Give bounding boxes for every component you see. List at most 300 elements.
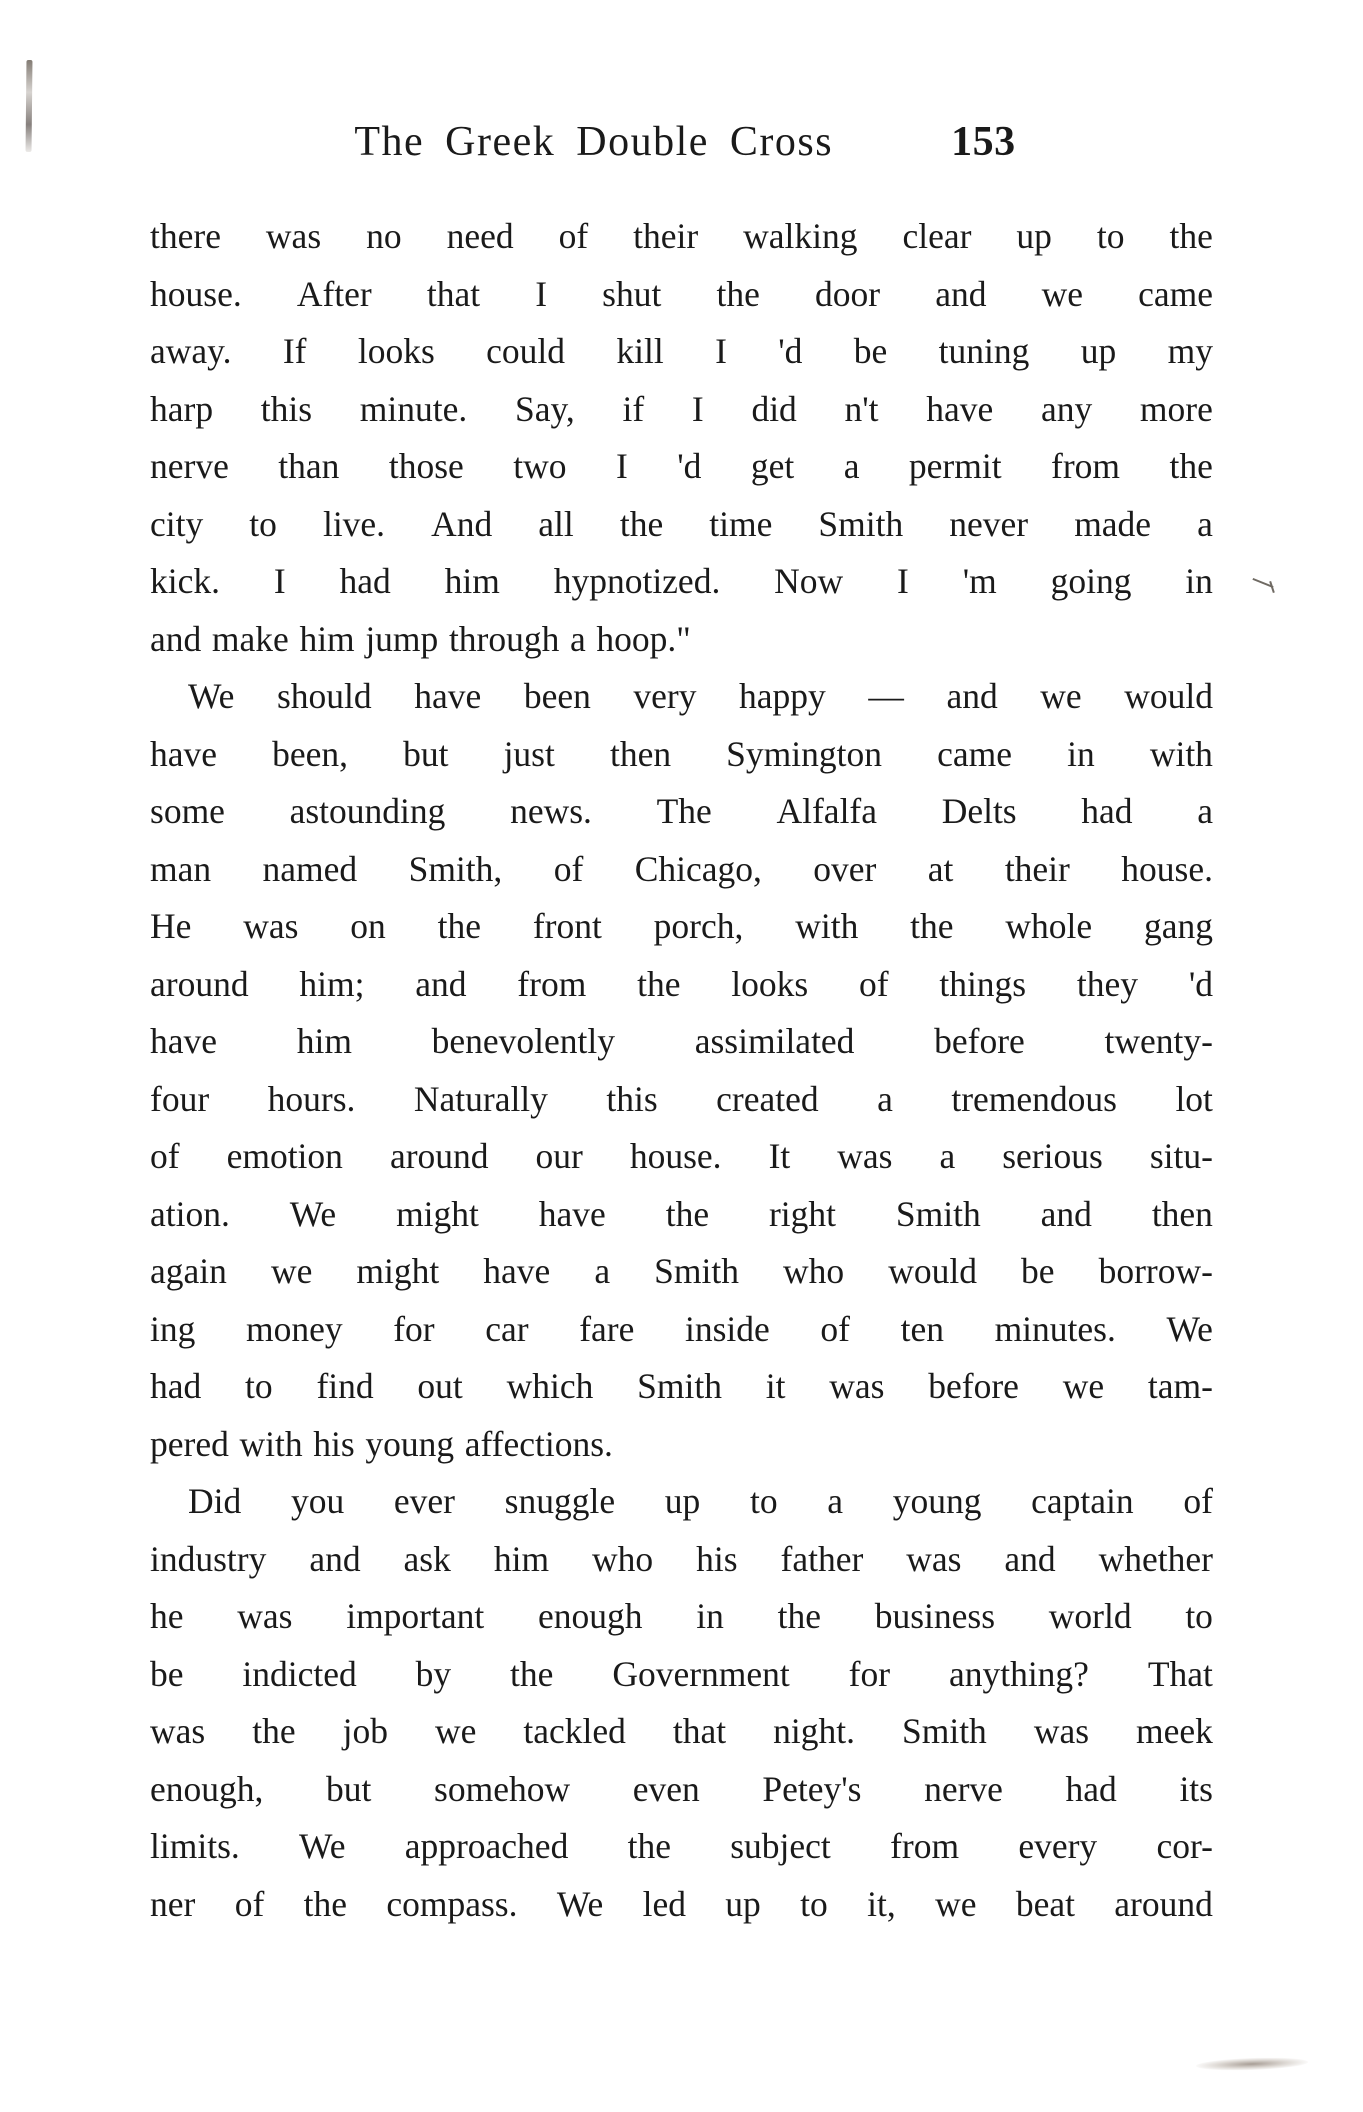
word: Alfalfa — [776, 791, 878, 831]
word: the — [510, 1653, 554, 1694]
word: Smith — [895, 1193, 981, 1234]
word: could — [486, 331, 566, 371]
word: house. — [150, 273, 242, 314]
word: a — [570, 618, 586, 659]
word: limits. — [150, 1826, 240, 1866]
word: father — [780, 1538, 864, 1579]
page-body-text — [150, 208, 1213, 1933]
word: and — [1040, 1193, 1092, 1234]
word: and — [309, 1538, 361, 1579]
word: from — [1051, 446, 1121, 486]
word: walking — [743, 216, 858, 256]
word: the — [716, 273, 760, 314]
word: never — [949, 503, 1029, 544]
word: the — [1169, 216, 1213, 256]
word: time — [709, 503, 773, 544]
word: of — [558, 216, 589, 256]
text-line — [150, 553, 1213, 611]
word: his — [696, 1538, 738, 1579]
word: made — [1074, 503, 1152, 544]
word: of — [1183, 1481, 1213, 1521]
running-head-title: The Greek Double Cross — [354, 119, 834, 165]
word: industry — [150, 1538, 267, 1579]
word: the — [303, 1883, 347, 1924]
paragraph — [150, 208, 1213, 668]
word: somehow — [434, 1768, 571, 1809]
word: Smith, — [408, 848, 503, 889]
word: over — [813, 848, 877, 889]
word: 'd — [778, 331, 803, 371]
word: man — [150, 848, 212, 889]
word: car — [485, 1308, 529, 1349]
word: would — [1124, 676, 1213, 716]
word: been, — [272, 733, 348, 774]
word: named — [262, 848, 358, 889]
word: going — [1050, 561, 1132, 601]
word: Did — [188, 1481, 242, 1521]
word: was — [906, 1538, 962, 1579]
word: front — [532, 906, 602, 946]
word: whether — [1098, 1538, 1213, 1579]
word: a — [1197, 503, 1213, 544]
word: him — [444, 561, 500, 601]
word: him — [299, 618, 355, 659]
word: just — [503, 733, 555, 774]
word: compass. — [386, 1883, 518, 1924]
word: we — [935, 1883, 977, 1924]
word: he — [150, 1596, 184, 1636]
word: we — [270, 1251, 313, 1291]
word: then — [1151, 1193, 1213, 1234]
word: the — [665, 1193, 710, 1234]
word: had — [1081, 791, 1133, 831]
word: right — [768, 1193, 837, 1234]
word: 'm — [962, 561, 997, 601]
word: very — [633, 676, 697, 716]
word: might — [396, 1193, 479, 1234]
word: enough — [537, 1596, 643, 1636]
word: minutes. — [994, 1308, 1116, 1349]
word: pered — [150, 1423, 229, 1464]
word: to — [749, 1481, 778, 1521]
word: Smith — [901, 1711, 987, 1751]
word: 'd — [1188, 963, 1213, 1004]
word: get — [750, 446, 795, 486]
word: was — [265, 216, 322, 256]
word: I — [715, 331, 727, 371]
word: I — [897, 561, 909, 601]
word: some — [150, 791, 225, 831]
word: up — [725, 1883, 761, 1924]
word: four — [150, 1078, 210, 1119]
word: harp — [150, 388, 214, 429]
word: meek — [1136, 1711, 1213, 1751]
word: whole — [1005, 906, 1093, 946]
word: had — [150, 1366, 202, 1406]
word: have — [150, 1021, 218, 1061]
word: more — [1139, 388, 1213, 429]
word: affections. — [464, 1423, 613, 1464]
word: business — [874, 1596, 996, 1636]
paragraph — [150, 668, 1213, 1473]
word: gang — [1143, 906, 1213, 946]
word: around — [150, 963, 249, 1004]
word: ever — [393, 1481, 455, 1521]
word: up — [664, 1481, 701, 1521]
text-line — [150, 1071, 1213, 1129]
word: to — [800, 1883, 828, 1924]
page-header — [150, 118, 1220, 166]
word: And — [431, 503, 493, 544]
word: a — [594, 1251, 611, 1291]
text-line — [150, 1186, 1213, 1244]
word: to — [1185, 1596, 1213, 1636]
word: live. — [322, 503, 386, 544]
word: I — [615, 446, 628, 486]
word: kick. — [150, 561, 220, 601]
word: the — [637, 963, 681, 1004]
word: the — [777, 1596, 821, 1636]
paragraph — [150, 1473, 1213, 1933]
word: at — [927, 848, 954, 889]
word: we — [1062, 1366, 1105, 1406]
word: have — [483, 1251, 551, 1291]
word: might — [356, 1251, 440, 1291]
word: situ- — [1149, 1136, 1213, 1176]
word: you — [290, 1481, 345, 1521]
word: We — [556, 1883, 604, 1924]
word: there — [150, 216, 221, 256]
word: Chicago, — [634, 848, 762, 889]
word: hoop." — [596, 618, 691, 659]
word: who — [592, 1538, 654, 1579]
word: my — [1167, 331, 1213, 371]
text-line — [150, 1588, 1213, 1646]
word: be — [150, 1653, 184, 1694]
word: a — [827, 1481, 844, 1521]
word: before — [934, 1021, 1025, 1061]
word: city — [150, 503, 204, 544]
text-line — [150, 1703, 1213, 1761]
word: beat — [1015, 1883, 1075, 1924]
word: their — [1004, 848, 1070, 889]
text-line — [150, 783, 1213, 841]
word: by — [415, 1653, 452, 1694]
word: If — [282, 331, 307, 371]
word: their — [633, 216, 699, 256]
word: looks — [731, 963, 809, 1004]
word: a — [939, 1136, 956, 1176]
word: I — [691, 388, 704, 429]
word: all — [538, 503, 574, 544]
word: a — [1197, 791, 1213, 831]
word: twenty- — [1104, 1021, 1213, 1061]
word: nerve — [150, 446, 229, 486]
word: Now — [774, 561, 844, 601]
word: and — [415, 963, 467, 1004]
word: ner — [150, 1883, 196, 1924]
word: benevolently — [431, 1021, 616, 1061]
word: ation. — [150, 1193, 230, 1234]
word: young — [365, 1423, 455, 1464]
word: with — [1149, 733, 1213, 774]
word: assimilated — [694, 1021, 855, 1061]
word: Delts — [941, 791, 1017, 831]
text-line — [150, 381, 1213, 439]
word: tackled — [523, 1711, 626, 1751]
word: tuning — [938, 331, 1030, 371]
word: need — [446, 216, 514, 256]
text-line — [150, 438, 1213, 496]
word: make — [211, 618, 289, 659]
word: Smith — [818, 503, 904, 544]
word: was — [150, 1711, 206, 1751]
word: in — [1185, 561, 1213, 601]
word: tremendous — [951, 1078, 1117, 1119]
word: up — [1016, 216, 1052, 256]
word: away. — [150, 331, 232, 371]
word: any — [1040, 388, 1093, 429]
word: a — [877, 1078, 893, 1119]
word: That — [1147, 1653, 1213, 1694]
word: the — [252, 1711, 296, 1751]
word: ask — [403, 1538, 451, 1579]
word: He — [150, 906, 192, 946]
text-line — [150, 611, 1213, 669]
word: him — [493, 1538, 550, 1579]
word: had — [1065, 1768, 1117, 1809]
word: then — [609, 733, 672, 774]
word: hypnotized. — [553, 561, 721, 601]
word: night. — [773, 1711, 855, 1751]
word: those — [388, 446, 464, 486]
word: The — [656, 791, 712, 831]
word: n't — [844, 388, 879, 429]
word: be — [853, 331, 888, 371]
word: him; — [299, 963, 365, 1004]
text-line — [150, 1243, 1213, 1301]
word: was — [237, 1596, 293, 1636]
word: and — [1004, 1538, 1056, 1579]
text-line — [150, 1128, 1213, 1186]
word: We — [188, 676, 235, 716]
text-line — [150, 266, 1213, 324]
word: was — [837, 1136, 893, 1176]
word: It — [768, 1136, 791, 1176]
word: approached — [404, 1826, 569, 1866]
word: hours. — [267, 1078, 356, 1119]
word: world — [1048, 1596, 1132, 1636]
word: came — [1138, 273, 1213, 314]
word: money — [245, 1308, 343, 1349]
word: serious — [1002, 1136, 1103, 1176]
word: should — [276, 676, 372, 716]
word: minute. — [359, 388, 468, 429]
text-line — [150, 1646, 1213, 1704]
text-line — [150, 726, 1213, 784]
text-line — [150, 1358, 1213, 1416]
word: Smith — [654, 1251, 739, 1291]
word: ten — [900, 1308, 944, 1349]
word: looks — [357, 331, 435, 371]
word: Petey's — [762, 1768, 862, 1809]
word: we — [1040, 676, 1082, 716]
word: things — [939, 963, 1027, 1004]
word: I — [273, 561, 286, 601]
word: this — [606, 1078, 658, 1119]
word: the — [1169, 446, 1213, 486]
word: and — [935, 273, 987, 314]
word: astounding — [289, 791, 446, 831]
scan-bottom-smudge — [1196, 2056, 1308, 2072]
word: was — [829, 1366, 885, 1406]
word: for — [393, 1308, 435, 1349]
text-line — [150, 1818, 1213, 1876]
word: 'd — [677, 446, 702, 486]
word: have — [538, 1193, 606, 1234]
text-line — [150, 1301, 1213, 1359]
word: We — [1166, 1308, 1213, 1349]
word: have — [414, 676, 482, 716]
word: of — [820, 1308, 850, 1349]
word: that — [426, 273, 481, 314]
word: him — [296, 1021, 352, 1061]
word: inside — [684, 1308, 770, 1349]
word: enough, — [150, 1768, 264, 1809]
word: to — [249, 503, 277, 544]
word: jump — [365, 618, 439, 659]
word: happy — [739, 676, 826, 716]
text-line — [150, 668, 1213, 726]
text-line — [150, 1416, 1213, 1474]
word: house. — [1121, 848, 1213, 889]
word: subject — [730, 1826, 831, 1866]
word: we — [434, 1711, 477, 1751]
word: of — [858, 963, 889, 1004]
text-line — [150, 208, 1213, 266]
word: had — [339, 561, 391, 601]
word: I — [535, 273, 548, 314]
word: We — [289, 1193, 337, 1234]
text-line — [150, 323, 1213, 381]
word: with — [795, 906, 859, 946]
word: We — [299, 1826, 346, 1866]
word: led — [642, 1883, 686, 1924]
text-line — [150, 1531, 1213, 1589]
word: borrow- — [1098, 1251, 1213, 1291]
word: find — [316, 1366, 374, 1406]
word: the — [910, 906, 954, 946]
word: tam- — [1147, 1366, 1213, 1406]
text-line — [150, 841, 1213, 899]
word: porch, — [653, 906, 744, 946]
page-number: 153 — [951, 119, 1016, 165]
word: and — [946, 676, 998, 716]
word: lot — [1175, 1078, 1213, 1119]
word: and — [150, 618, 202, 659]
word: from — [517, 963, 587, 1004]
word: through — [448, 618, 560, 659]
word: no — [366, 216, 402, 256]
word: they — [1076, 963, 1139, 1004]
word: up — [1080, 331, 1117, 371]
word: around — [1114, 1883, 1213, 1924]
word: would — [888, 1251, 977, 1291]
word: before — [928, 1366, 1019, 1406]
word: on — [350, 906, 386, 946]
word: important — [346, 1596, 485, 1636]
text-line — [150, 1473, 1213, 1531]
word: this — [260, 388, 313, 429]
word: of — [150, 1136, 180, 1176]
word: if — [622, 388, 645, 429]
word: nerve — [924, 1768, 1003, 1809]
word: was — [1033, 1711, 1090, 1751]
word: indicted — [242, 1653, 357, 1694]
word: Government — [612, 1653, 790, 1694]
word: than — [278, 446, 340, 486]
word: did — [751, 388, 797, 429]
word: news. — [510, 791, 592, 831]
word: his — [313, 1423, 355, 1464]
text-line — [150, 956, 1213, 1014]
word: its — [1179, 1768, 1213, 1809]
word: but — [403, 733, 449, 774]
word: permit — [908, 446, 1002, 486]
word: was — [243, 906, 299, 946]
word: which — [506, 1366, 594, 1406]
word: — — [868, 676, 904, 716]
text-line — [150, 496, 1213, 554]
word: again — [150, 1251, 227, 1291]
word: emotion — [226, 1136, 343, 1176]
word: young — [892, 1481, 982, 1521]
word: around — [389, 1136, 489, 1176]
scan-edge-artifact — [26, 60, 33, 152]
word: created — [716, 1078, 819, 1119]
word: captain — [1031, 1481, 1134, 1521]
word: ing — [150, 1308, 196, 1349]
word: clear — [902, 216, 972, 256]
word: for — [848, 1653, 891, 1694]
word: fare — [579, 1308, 635, 1349]
word: Say, — [514, 388, 575, 429]
word: two — [513, 446, 567, 486]
word: snuggle — [504, 1481, 616, 1521]
word: but — [326, 1768, 372, 1809]
word: who — [783, 1251, 845, 1291]
word: kill — [616, 331, 664, 371]
word: to — [245, 1366, 273, 1406]
word: that — [672, 1711, 727, 1751]
word: Symington — [726, 733, 883, 774]
word: the — [619, 503, 664, 544]
word: have — [926, 388, 994, 429]
word: be — [1021, 1251, 1055, 1291]
word: to — [1096, 216, 1125, 256]
word: it — [765, 1366, 786, 1406]
word: with — [239, 1423, 303, 1464]
text-line — [150, 1876, 1213, 1934]
word: of — [553, 848, 584, 889]
word: of — [234, 1883, 265, 1924]
margin-pencil-mark — [1252, 576, 1278, 602]
word: we — [1041, 273, 1083, 314]
word: shut — [602, 273, 662, 314]
text-line — [150, 898, 1213, 956]
word: the — [627, 1826, 671, 1866]
word: every — [1018, 1826, 1098, 1866]
